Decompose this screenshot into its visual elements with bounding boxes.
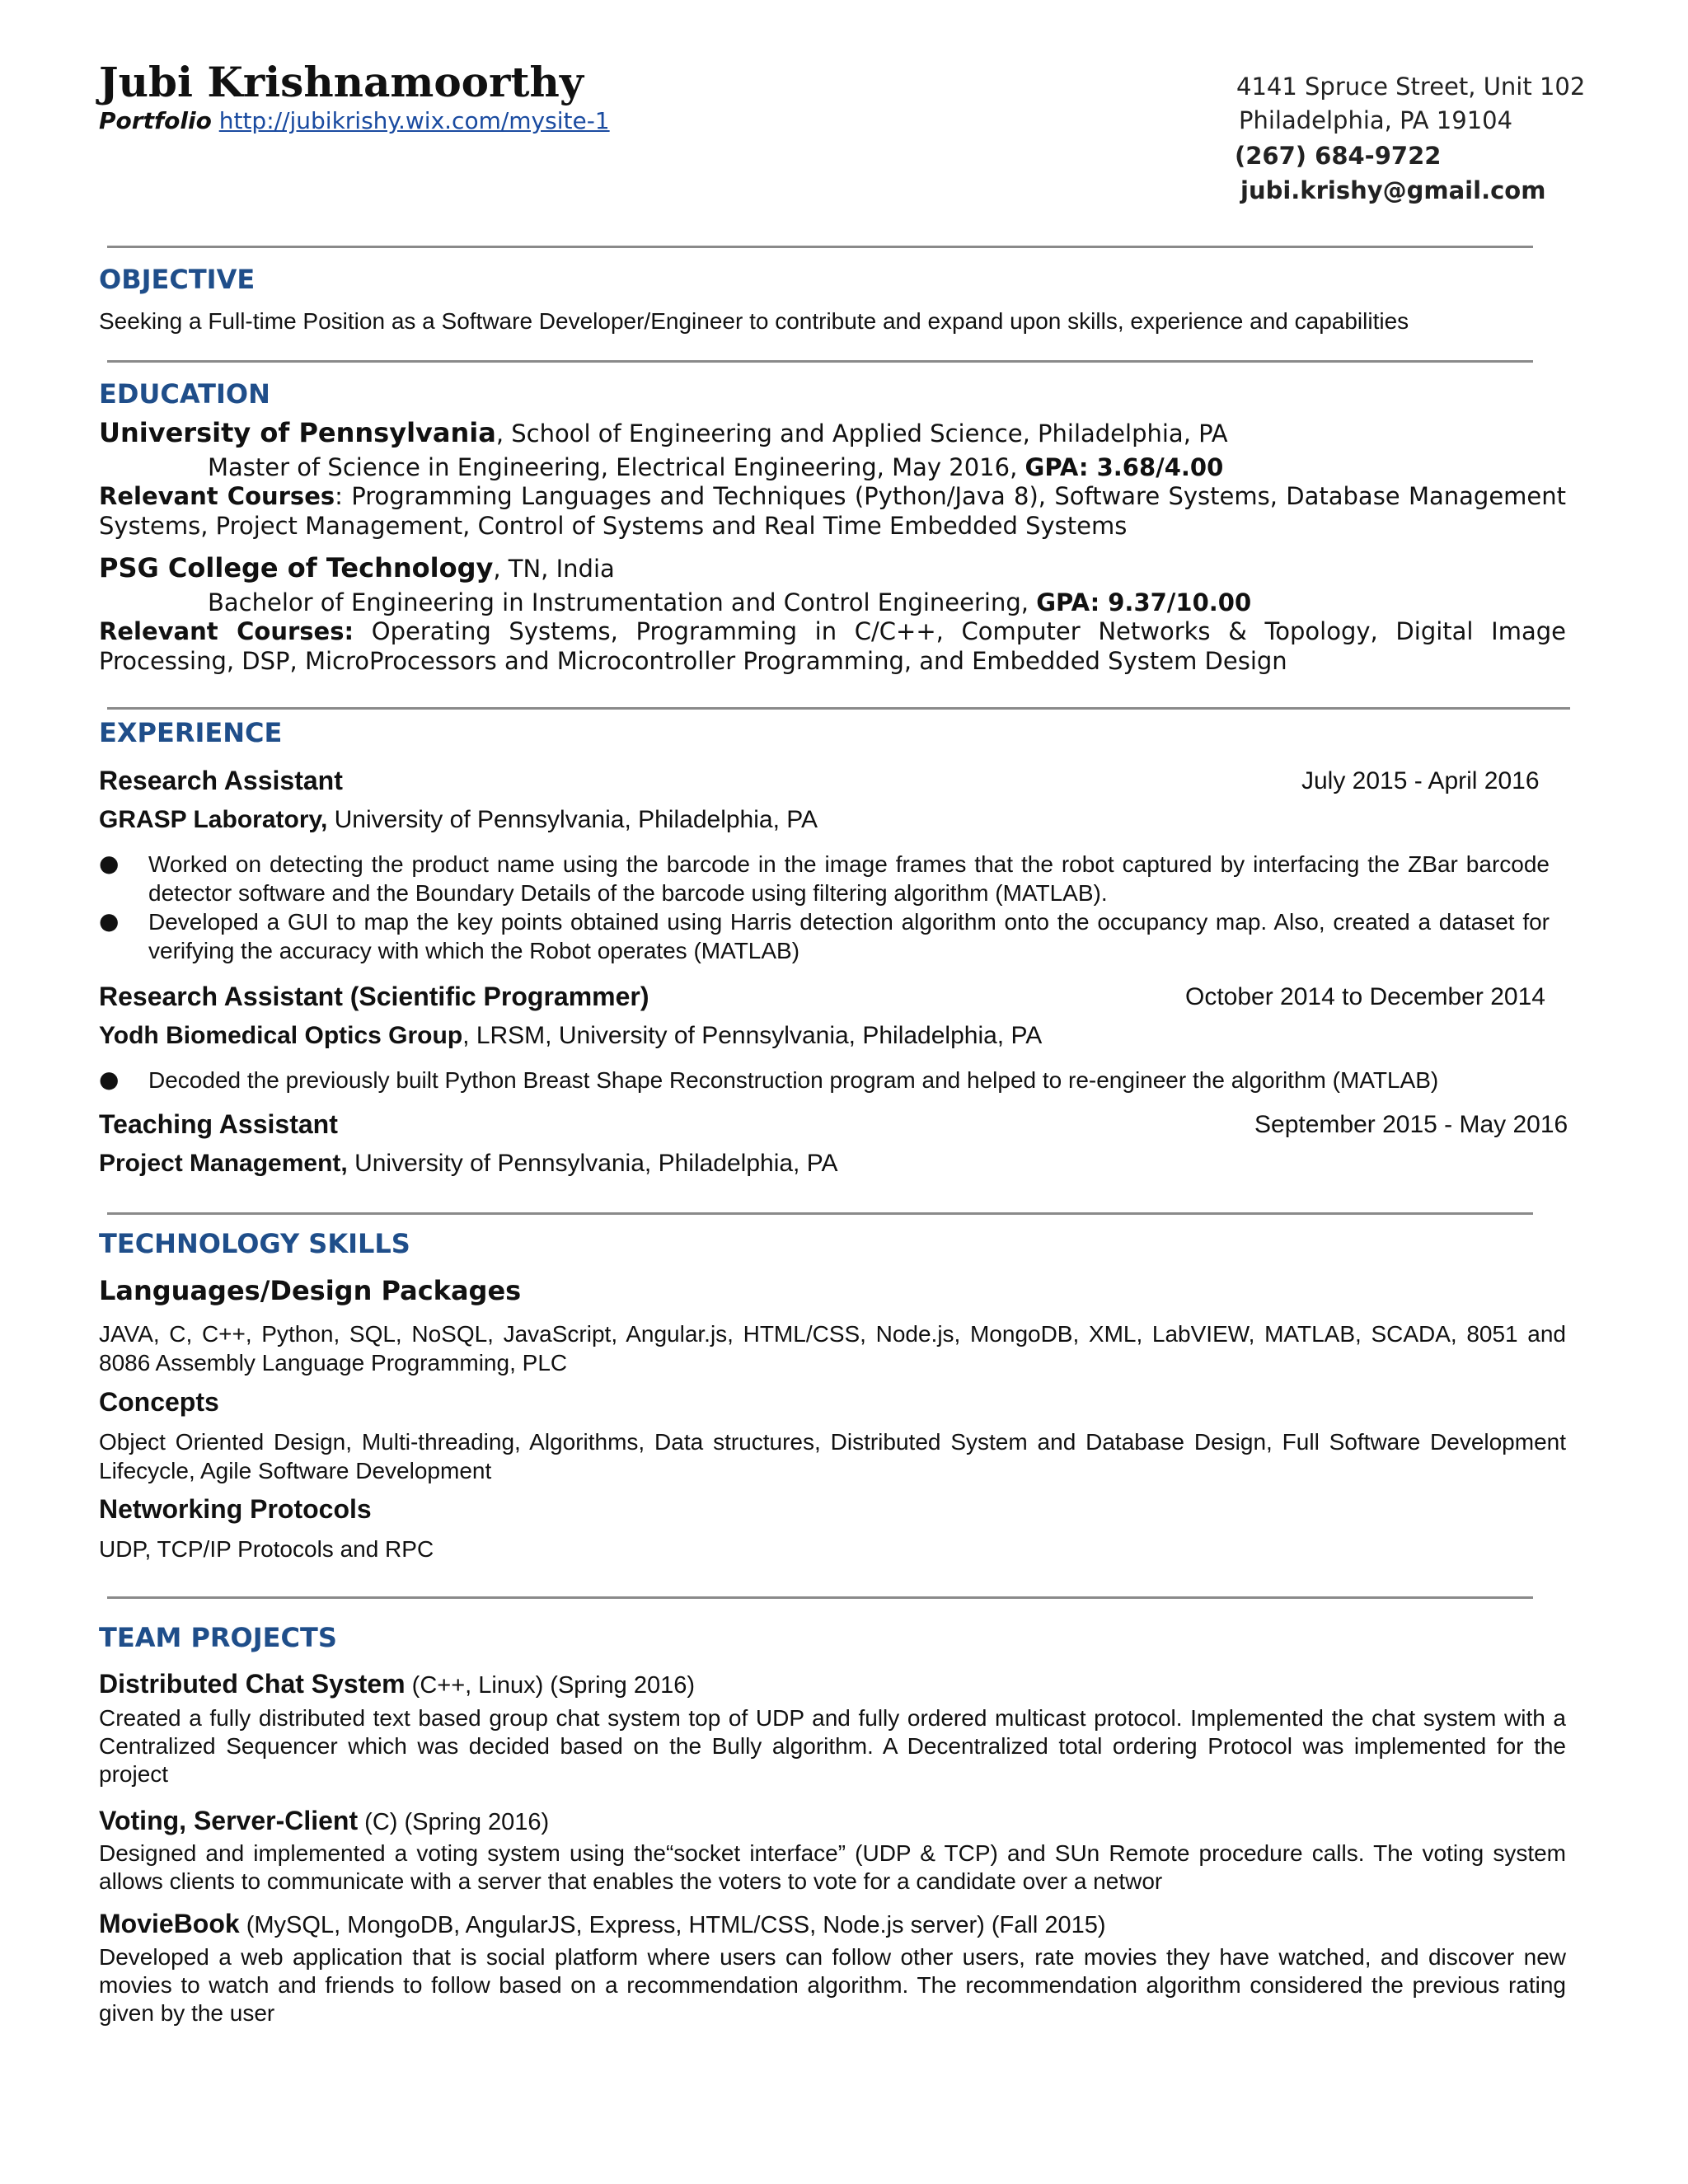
bullet-dot: ● bbox=[99, 1066, 120, 1093]
project-title-line bbox=[99, 1909, 1105, 1939]
experience-heading: EXPERIENCE bbox=[99, 717, 283, 748]
degree-line bbox=[208, 453, 1223, 481]
courses-text: : Programming Languages and Techniques (Python/Java 8), Software Systems, Database Management Systems, Project Management, Control of Systems and Real Time Embedded Systems bbox=[99, 482, 1567, 540]
job-org: Project Management, bbox=[99, 1150, 348, 1177]
skill-group-text: Object Oriented Design, Multi-threading, Algorithms, Data structures, Distributed System and Database Design, Full Software Development Lifecycle, Agile Software Development bbox=[99, 1429, 1566, 1483]
job-title: Research Assistant (Scientific Programmer) bbox=[99, 982, 649, 1011]
project-description: Created a fully distributed text based group chat system top of UDP and fully ordered multicast protocol. Implemented the chat system with a Centralized Sequencer which was decided based on the Bully algorithm. A Decentralized total ordering Protocol was implemented for the project bbox=[99, 1705, 1566, 1787]
project-tech: (C++, Linux) (Spring 2016) bbox=[405, 1672, 696, 1699]
skill-group-text: JAVA, C, C++, Python, SQL, NoSQL, JavaScript, Angular.js, HTML/CSS, Node.js, MongoDB, XML, LabVIEW, MATLAB, SCADA, 8051 and 8086 Assembly Language Programming, PLC bbox=[99, 1321, 1566, 1376]
relevant-courses bbox=[99, 616, 1566, 676]
degree-text: Bachelor of Engineering in Instrumentation and Control Engineering, bbox=[208, 588, 1037, 616]
divider bbox=[107, 360, 1533, 363]
gpa: GPA: 9.37/10.00 bbox=[1036, 588, 1252, 616]
school-detail: , School of Engineering and Applied Science, Philadelphia, PA bbox=[495, 419, 1228, 448]
courses-label: Relevant Courses bbox=[99, 482, 335, 510]
bullet-dot: ● bbox=[99, 907, 120, 935]
divider bbox=[107, 1596, 1533, 1599]
address-line-2: Philadelphia, PA 19104 bbox=[1239, 106, 1513, 134]
skill-group-title: Networking Protocols bbox=[99, 1494, 372, 1524]
project-tech: (MySQL, MongoDB, AngularJS, Express, HTML/CSS, Node.js server) (Fall 2015) bbox=[239, 1912, 1106, 1938]
email-address[interactable]: jubi.krishy@gmail.com bbox=[1240, 176, 1546, 204]
school-name: University of Pennsylvania bbox=[99, 417, 496, 448]
degree-text: Master of Science in Engineering, Electrical Engineering, May 2016, bbox=[208, 453, 1025, 481]
phone-number: (267) 684-9722 bbox=[1235, 142, 1442, 170]
education-heading: EDUCATION bbox=[99, 378, 270, 410]
courses-label: Relevant Courses: bbox=[99, 617, 354, 645]
portfolio-label: Portfolio bbox=[99, 107, 212, 134]
job-org-line bbox=[99, 806, 818, 834]
job-org-line bbox=[99, 1150, 838, 1178]
divider bbox=[107, 707, 1570, 710]
portfolio-link[interactable]: http://jubikrishy.wix.com/mysite-1 bbox=[218, 107, 610, 134]
project-title-line bbox=[99, 1806, 549, 1836]
gpa: GPA: 3.68/4.00 bbox=[1025, 453, 1224, 481]
job-org-line bbox=[99, 1022, 1042, 1050]
job-org: Yodh Biomedical Optics Group bbox=[99, 1022, 463, 1049]
job-title: Research Assistant bbox=[99, 766, 343, 795]
skill-group-title: Concepts bbox=[99, 1387, 219, 1417]
school-detail: , TN, India bbox=[493, 555, 615, 583]
job-title: Teaching Assistant bbox=[99, 1109, 338, 1139]
bullet-text: Decoded the previously built Python Breast Shape Reconstruction program and helped to re-engineer the algorithm (MATLAB) bbox=[148, 1067, 1439, 1093]
bullet-dot: ● bbox=[99, 850, 120, 877]
job-org-detail: , LRSM, University of Pennsylvania, Philadelphia, PA bbox=[462, 1022, 1043, 1049]
relevant-courses bbox=[99, 481, 1566, 541]
project-title: Distributed Chat System bbox=[99, 1669, 406, 1699]
bullet-text: Developed a GUI to map the key points obtained using Harris detection algorithm onto the occupancy map. Also, created a dataset for verifying the accuracy with which the Robot operates (MATLAB) bbox=[148, 909, 1550, 963]
applicant-name: Jubi Krishnamoorthy bbox=[99, 58, 584, 106]
project-title-line bbox=[99, 1669, 695, 1699]
objective-text: Seeking a Full-time Position as a Software Developer/Engineer to contribute and expand upon skills, experience and capabilities bbox=[99, 308, 1409, 334]
job-dates: September 2015 - May 2016 bbox=[1254, 1111, 1568, 1138]
school-name: PSG College of Technology bbox=[99, 552, 494, 583]
job-org: GRASP Laboratory, bbox=[99, 806, 328, 833]
school-line bbox=[99, 417, 1228, 448]
divider bbox=[107, 1212, 1533, 1215]
job-dates: October 2014 to December 2014 bbox=[1185, 983, 1545, 1010]
job-org-detail: University of Pennsylvania, Philadelphia, PA bbox=[347, 1150, 838, 1177]
skill-group-text: UDP, TCP/IP Protocols and RPC bbox=[99, 1536, 434, 1562]
skills-heading: TECHNOLOGY SKILLS bbox=[99, 1228, 410, 1259]
projects-heading: TEAM PROJECTS bbox=[99, 1622, 337, 1653]
objective-heading: OBJECTIVE bbox=[99, 264, 256, 295]
degree-line bbox=[208, 588, 1251, 616]
project-title: Voting, Server-Client bbox=[99, 1806, 359, 1835]
project-description: Developed a web application that is social platform where users can follow other users, rate movies they have watched, and discover new movies to watch and friends to follow based on a recommendation algorithm. The recommendation algorithm considered the previous rating given by the user bbox=[99, 1944, 1566, 2026]
portfolio-line bbox=[99, 107, 610, 134]
skill-group-title: Languages/Design Packages bbox=[99, 1275, 522, 1306]
job-org-detail: University of Pennsylvania, Philadelphia, PA bbox=[327, 806, 818, 833]
job-dates: July 2015 - April 2016 bbox=[1301, 767, 1540, 794]
project-tech: (C) (Spring 2016) bbox=[358, 1809, 550, 1835]
courses-text: Operating Systems, Programming in C/C++, Computer Networks & Topology, Digital Image Processing, DSP, MicroProcessors and Microcontroller Programming, and Embedded System Design bbox=[99, 617, 1566, 675]
project-title: MovieBook bbox=[99, 1909, 240, 1938]
project-description: Designed and implemented a voting system using the“socket interface” (UDP & TCP) and SUn Remote procedure calls. The voting system allows clients to communicate with a server that enables the voters to vote for a candidate over a networ bbox=[99, 1840, 1566, 1894]
bullet-text: Worked on detecting the product name using the barcode in the image frames that the robot captured by interfacing the ZBar barcode detector software and the Boundary Details of the barcode using filtering algorithm (MATLAB). bbox=[148, 851, 1550, 906]
address-line-1: 4141 Spruce Street, Unit 102 bbox=[1236, 73, 1586, 101]
divider bbox=[107, 246, 1533, 248]
school-line bbox=[99, 552, 615, 583]
